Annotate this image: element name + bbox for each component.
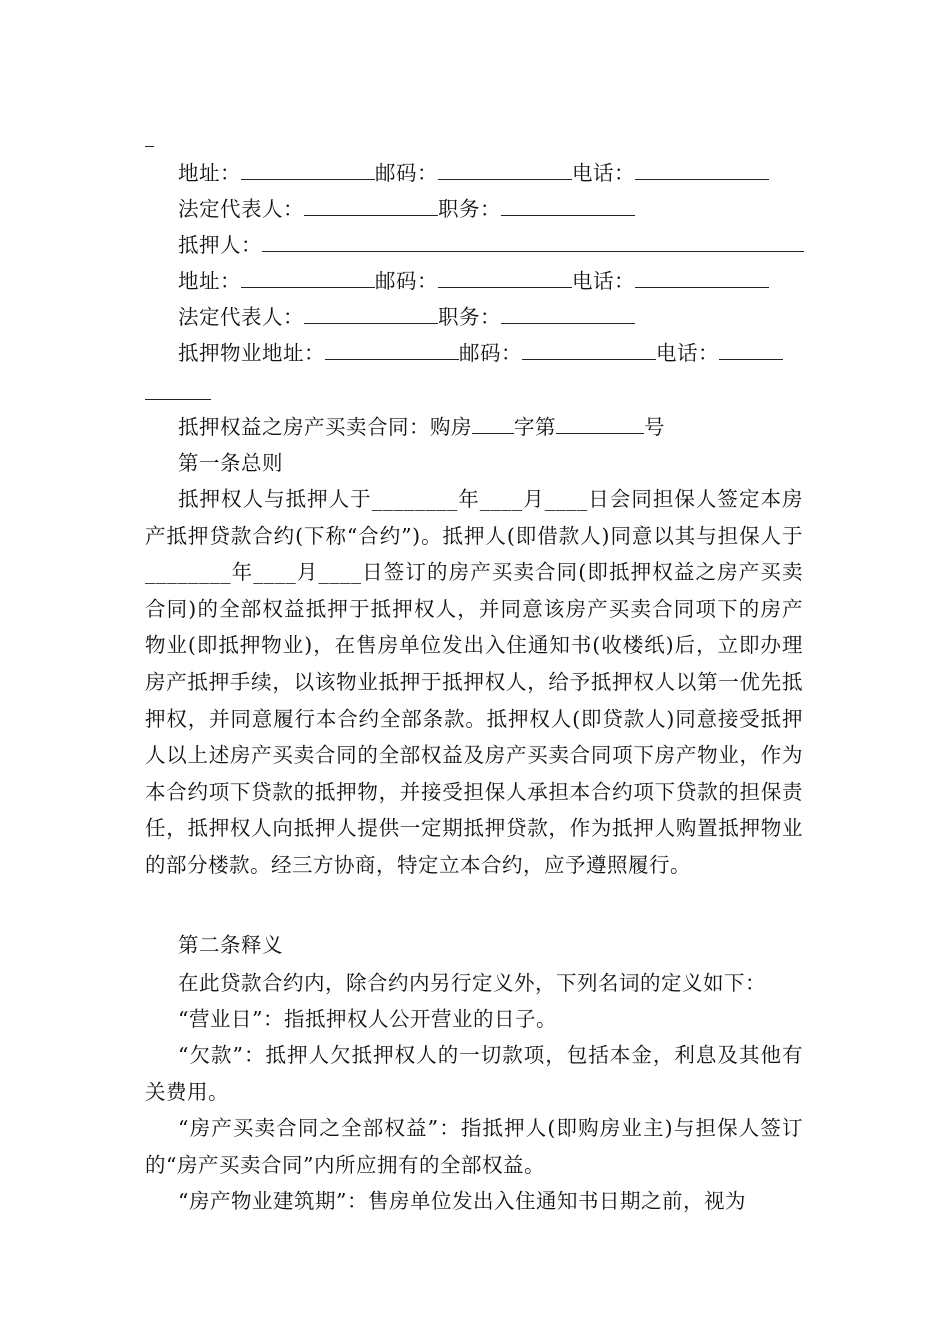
phone-label: 电话： xyxy=(572,269,635,293)
mortgagor-label: 抵押人： xyxy=(178,233,262,257)
contract-ref-prefix: 抵押权益之房产买卖合同：购房 xyxy=(178,415,472,439)
section-2-title: 第二条释义 xyxy=(178,933,283,957)
property-address-continuation xyxy=(145,399,211,400)
address-label: 地址： xyxy=(178,269,241,293)
section-1-paragraph: 抵押权人与抵押人于________年____月____日会同担保人签定本房产抵押贷款合约(下称“合约”)。抵押人(即借款人)同意以其与担保人于________年____月____日签订的房产买卖合同(即抵押权益之房产买卖合同)的全部权益抵押于抵押权人，并同意该房产买卖合同项下的房产物业(即抵押物业)，在售房单位发出入住通知书(收楼纸)后，立即办理房产抵押手续，以该物业抵押于抵押权人，给予抵押权人以第一优先抵押权，并同意履行本合约全部条款。抵押权人(即贷款人)同意接受抵押人以上述房产买卖合同的全部权益及房产买卖合同项下房产物业，作为本合约项下贷款的抵押物，并接受担保人承担本合约项下贷款的担保责任，抵押权人向抵押人提供一定期抵押贷款，作为抵押人购置抵押物业的部分楼款。经三方协商，特定立本合约，应予遵照履行。 xyxy=(145,487,803,877)
definition-debt: “欠款”：抵押人欠抵押权人的一切款项，包括本金，利息及其他有关费用。 xyxy=(145,1043,803,1104)
postcode-label: 邮码： xyxy=(375,269,438,293)
definition-business-day: “营业日”：指抵押权人公开营业的日子。 xyxy=(178,1007,557,1031)
mortgagor-contact-line xyxy=(178,264,769,298)
phone-label: 电话： xyxy=(656,341,719,365)
mortgagor-line xyxy=(178,228,804,262)
property-address-label: 抵押物业地址： xyxy=(178,341,325,365)
section-2-intro: 在此贷款合约内，除合约内另行定义外，下列名词的定义如下： xyxy=(178,971,766,995)
guarantor-contact-line xyxy=(178,156,769,190)
address-label: 地址： xyxy=(178,161,241,185)
legal-rep-label: 法定代表人： xyxy=(178,197,304,221)
section-1-title: 第一条总则 xyxy=(178,451,283,475)
property-address-line xyxy=(178,336,783,370)
definition-construction-period: “房产物业建筑期”：售房单位发出入住通知书日期之前，视为 xyxy=(178,1189,746,1213)
postcode-label: 邮码： xyxy=(459,341,522,365)
phone-label: 电话： xyxy=(572,161,635,185)
top-dash xyxy=(145,146,154,147)
position-label: 职务： xyxy=(438,305,501,329)
legal-rep-label: 法定代表人： xyxy=(178,305,304,329)
mortgagor-rep-line xyxy=(178,300,635,334)
guarantor-rep-line xyxy=(178,192,635,226)
contract-reference-line xyxy=(178,410,665,444)
contract-ref-middle: 字第 xyxy=(514,415,556,439)
contract-ref-suffix: 号 xyxy=(644,415,665,439)
position-label: 职务： xyxy=(438,197,501,221)
definition-full-rights: “房产买卖合同之全部权益”：指抵押人(即购房业主)与担保人签订的“房产买卖合同”内所应拥有的全部权益。 xyxy=(145,1116,803,1177)
postcode-label: 邮码： xyxy=(375,161,438,185)
